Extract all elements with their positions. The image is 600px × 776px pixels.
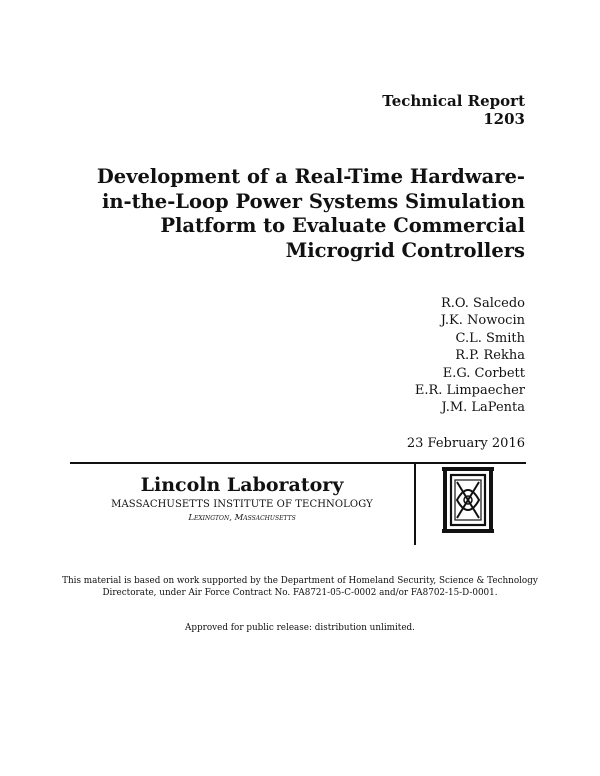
report-type: Technical Report [382, 92, 525, 110]
report-number: 1203 [483, 110, 525, 128]
title-line: Microgrid Controllers [285, 238, 525, 262]
lab-location: Lexington, Massachusetts [188, 513, 296, 523]
title-line: in-the-Loop Power Systems Simulation [101, 189, 525, 213]
funding-line: This material is based on work supported by the Department of Homeland Security, Science & Technology [62, 576, 538, 586]
horizontal-divider [70, 462, 526, 464]
funding-line: Directorate, under Air Force Contract No. FA8721-05-C-0002 and/or FA8702-15-D-0001. [102, 587, 498, 598]
title-line: Platform to Evaluate Commercial [160, 214, 525, 237]
release-statement: Approved for public release: distribution unlimited. [185, 623, 415, 633]
author: J.K. Nowocin [440, 313, 525, 329]
lab-institution: MASSACHUSETTS INSTITUTE OF TECHNOLOGY [111, 499, 373, 510]
lab-name: Lincoln Laboratory [140, 474, 344, 496]
author: R.O. Salcedo [440, 296, 525, 311]
author: C.L. Smith [455, 330, 525, 346]
author: E.G. Corbett [442, 365, 525, 381]
report-label [382, 92, 525, 128]
funding-statement [60, 576, 540, 599]
vertical-divider [414, 463, 416, 545]
author: R.P. Rekha [455, 348, 525, 364]
publication-date: 23 February 2016 [406, 436, 525, 451]
author-list [415, 295, 525, 417]
lincoln-lab-seal-icon [440, 466, 496, 534]
document-title [65, 165, 525, 263]
title-line: Development of a Real-Time Hardware- [96, 165, 525, 188]
author: J.M. LaPenta [441, 400, 525, 416]
author: E.R. Limpaecher [414, 383, 525, 399]
